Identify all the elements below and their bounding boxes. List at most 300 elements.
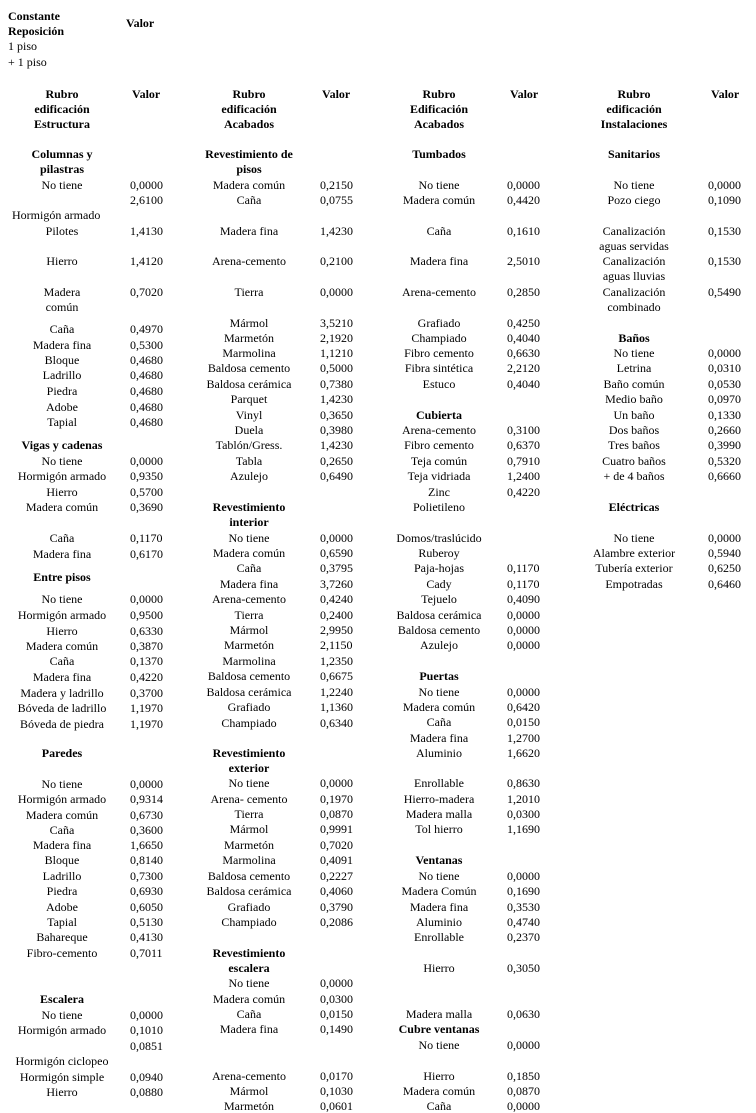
row-value: 0,4740 xyxy=(507,915,540,929)
row-value: 0,0000 xyxy=(507,623,540,637)
row-value: 0,0000 xyxy=(130,1008,163,1022)
constant-title: Constante xyxy=(8,9,61,23)
row-value: 0,9991 xyxy=(320,822,353,836)
row-value: 0,3700 xyxy=(130,686,163,700)
row-label: Hormigón armado xyxy=(17,1023,107,1037)
row-value: 0,0870 xyxy=(507,1084,540,1098)
row-label: Teja vidriada xyxy=(407,469,471,483)
row-label: Pilotes xyxy=(45,224,79,238)
row-value: 0,0000 xyxy=(507,1038,540,1052)
constant-line-2: + 1 piso xyxy=(8,55,47,69)
row-value: 1,1970 xyxy=(130,717,163,731)
section-heading: Cubre ventanas xyxy=(398,1022,480,1036)
row-value: 0,4680 xyxy=(130,353,163,367)
row-label: Mármol xyxy=(229,316,269,330)
row-label: Mármol xyxy=(229,822,269,836)
row-label: No tiene xyxy=(613,531,655,545)
row-value: 0,6460 xyxy=(708,577,741,591)
row-label: Hierro xyxy=(423,1069,455,1083)
row-label: Caña xyxy=(49,322,75,336)
row-label: Caña xyxy=(49,531,75,545)
row-label: Pozo ciego xyxy=(607,193,661,207)
row-label: Baldosa cemento xyxy=(207,361,291,375)
row-label: Madera común xyxy=(25,808,99,822)
row-value: 0,7011 xyxy=(130,946,163,960)
row-value: 0,4680 xyxy=(130,368,163,382)
row-label: Marmolina xyxy=(222,346,276,360)
row-label: Arena-cemento xyxy=(402,423,476,437)
row-label: Dos baños xyxy=(608,423,660,437)
row-label: Piedra xyxy=(46,884,78,898)
row-value: 0,2660 xyxy=(708,423,741,437)
row-value: 0,4040 xyxy=(507,377,540,391)
row-value: 1,1970 xyxy=(130,701,163,715)
row-label: Cuatro baños xyxy=(602,454,666,468)
row-label: Duela xyxy=(234,423,264,437)
row-value: 0,0000 xyxy=(320,976,353,990)
row-label: Un baño xyxy=(613,408,655,422)
row-label: Tubería exterior xyxy=(595,561,673,575)
row-label: Caña xyxy=(49,654,75,668)
row-value: 0,0000 xyxy=(130,178,163,192)
row-value: 0,1030 xyxy=(320,1084,353,1098)
row-value: 0,5700 xyxy=(130,485,163,499)
row-label: Empotradas xyxy=(605,577,663,591)
row-value: 0,1330 xyxy=(708,408,741,422)
row-label: Caña xyxy=(426,224,452,238)
row-label: No tiene xyxy=(41,454,83,468)
row-label: Arena-cemento xyxy=(212,254,286,268)
row-value: 1,1210 xyxy=(320,346,353,360)
row-value: 0,2850 xyxy=(507,285,540,299)
row-label: Madera malla xyxy=(405,807,473,821)
row-value: 0,7020 xyxy=(130,285,163,299)
section-heading: pilastras xyxy=(39,162,85,176)
row-value: 0,3100 xyxy=(507,423,540,437)
col4-header-3: Instalaciones xyxy=(600,117,668,131)
col2-header-3: Acabados xyxy=(223,117,275,131)
row-value: 0,2650 xyxy=(320,454,353,468)
col1-header-2: edificación xyxy=(34,102,90,116)
section-heading: Revestimiento xyxy=(212,500,286,514)
row-value: 0,3790 xyxy=(320,900,353,914)
row-label: Madera fina xyxy=(32,838,92,852)
row-label: Caña xyxy=(426,715,452,729)
col3-header-1: Rubro xyxy=(422,87,456,101)
row-label: Bóveda de ladrillo xyxy=(17,701,107,715)
row-label: Tabla xyxy=(235,454,263,468)
row-label: Estuco xyxy=(422,377,456,391)
row-label: Canalización xyxy=(602,224,666,238)
row-value: 0,1530 xyxy=(708,224,741,238)
row-label: Baldosa cerámica xyxy=(206,884,292,898)
constant-line-1: 1 piso xyxy=(8,39,38,53)
row-value: 1,2400 xyxy=(507,469,540,483)
row-label: Madera fina xyxy=(32,338,92,352)
section-heading: pisos xyxy=(236,162,262,176)
section-heading: Eléctricas xyxy=(608,500,660,514)
row-label: No tiene xyxy=(613,346,655,360)
row-value: 0,5940 xyxy=(708,546,741,560)
row-label: Madera fina xyxy=(219,1022,279,1036)
row-value: 0,6250 xyxy=(708,561,741,575)
row-label: Hierro xyxy=(46,624,78,638)
section-heading: Sanitarios xyxy=(607,147,661,161)
row-label: Caña xyxy=(426,1099,452,1113)
row-label: Tapial xyxy=(47,415,77,429)
row-value: 1,2700 xyxy=(507,731,540,745)
constant-valor-header: Valor xyxy=(126,16,155,30)
row-label: Tierra xyxy=(234,608,264,622)
row-label: Enrollable xyxy=(414,776,464,790)
row-value: 0,1490 xyxy=(320,1022,353,1036)
row-label: Grafiado xyxy=(227,700,271,714)
row-value: 1,4120 xyxy=(130,254,163,268)
row-label: Grafiado xyxy=(417,316,461,330)
section-heading: Escalera xyxy=(40,992,84,1006)
row-label: Baldosa cerámica xyxy=(206,377,292,391)
row-label: Arena-cemento xyxy=(212,1069,286,1083)
row-value: 0,2100 xyxy=(320,254,353,268)
section-heading: Puertas xyxy=(419,669,459,683)
row-value: 1,2240 xyxy=(320,685,353,699)
row-label: Marmetón xyxy=(224,638,274,652)
constant-title-2: Reposición xyxy=(8,24,65,38)
row-label: Madera fina xyxy=(32,670,92,684)
row-label: No tiene xyxy=(228,776,270,790)
row-value: 0,8630 xyxy=(507,776,540,790)
row-label: Zinc xyxy=(428,485,450,499)
row-label: No tiene xyxy=(418,178,460,192)
section-heading: interior xyxy=(229,515,269,529)
row-value: 0,4090 xyxy=(507,592,540,606)
row-label: Ruberoy xyxy=(418,546,460,560)
row-value: 0,7020 xyxy=(320,838,353,852)
row-label: Madera malla xyxy=(405,1007,473,1021)
row-label: Tapial xyxy=(47,915,77,929)
row-value: 0,4420 xyxy=(507,193,540,207)
col3-header-3: Acabados xyxy=(413,117,465,131)
row-label: Arena-cemento xyxy=(402,285,476,299)
row-label: Marmetón xyxy=(224,1099,274,1113)
col3-valor-header: Valor xyxy=(510,87,539,101)
col4-header-2: edificación xyxy=(606,102,662,116)
row-value: 1,4230 xyxy=(320,224,353,238)
section-heading: Cubierta xyxy=(416,408,462,422)
section-heading: Tumbados xyxy=(412,147,466,161)
row-label: Letrina xyxy=(616,361,652,375)
row-label: Madera común xyxy=(402,700,476,714)
row-value: 3,7260 xyxy=(320,577,353,591)
row-label: Baldosa cemento xyxy=(397,623,481,637)
row-value: 0,2150 xyxy=(320,178,353,192)
row-label: Caña xyxy=(236,1007,262,1021)
section-heading: escalera xyxy=(228,961,270,975)
row-value: 0,4220 xyxy=(130,670,163,684)
col2-header-2: edificación xyxy=(221,102,277,116)
row-value: 0,0300 xyxy=(320,992,353,1006)
row-label: Tierra xyxy=(234,285,264,299)
row-value: 0,1170 xyxy=(507,561,540,575)
row-value: 2,2120 xyxy=(507,361,540,375)
row-label: aguas lluvias xyxy=(602,269,666,283)
row-label: No tiene xyxy=(41,777,83,791)
row-label: No tiene xyxy=(228,976,270,990)
row-label: Vinyl xyxy=(235,408,263,422)
row-value: 0,9350 xyxy=(130,469,163,483)
row-label: Aluminio xyxy=(415,915,463,929)
row-value: 1,2350 xyxy=(320,654,353,668)
row-value: 0,2370 xyxy=(507,930,540,944)
row-value: 0,5300 xyxy=(130,338,163,352)
row-value: 0,3530 xyxy=(507,900,540,914)
row-label: Aluminio xyxy=(415,746,463,760)
row-value: 0,4680 xyxy=(130,384,163,398)
row-value: 0,6730 xyxy=(130,808,163,822)
row-value: 0,2086 xyxy=(320,915,353,929)
row-label: Baño común xyxy=(603,377,665,391)
row-value: 0,0000 xyxy=(507,1099,540,1113)
row-label: Baldosa cerámica xyxy=(206,685,292,699)
col1-header-3: Estructura xyxy=(34,117,90,131)
col2-header-1: Rubro xyxy=(232,87,266,101)
row-value: 0,5490 xyxy=(708,285,741,299)
col4-valor-header: Valor xyxy=(711,87,740,101)
section-heading: Vigas y cadenas xyxy=(21,438,103,452)
row-value: 0,7910 xyxy=(507,454,540,468)
row-value: 0,1170 xyxy=(130,531,163,545)
row-label: Madera fina xyxy=(32,547,92,561)
row-value: 0,4680 xyxy=(130,400,163,414)
row-label: Madera común xyxy=(25,639,99,653)
row-label: Madera común xyxy=(25,500,99,514)
row-label: común xyxy=(45,300,79,314)
row-value: 2,6100 xyxy=(130,193,163,207)
row-value: 0,0530 xyxy=(708,377,741,391)
row-label: Azulejo xyxy=(230,469,268,483)
row-value: 1,4230 xyxy=(320,392,353,406)
section-heading: Baños xyxy=(618,331,650,345)
row-label: Enrollable xyxy=(414,930,464,944)
row-value: 0,6420 xyxy=(507,700,540,714)
row-label: Fibra sintética xyxy=(404,361,474,375)
row-value: 0,3650 xyxy=(320,408,353,422)
row-value: 0,3795 xyxy=(320,561,353,575)
row-label: No tiene xyxy=(41,1008,83,1022)
row-value: 1,1690 xyxy=(507,822,540,836)
col4-header-1: Rubro xyxy=(617,87,651,101)
row-value: 0,3600 xyxy=(130,823,163,837)
row-label: Tres baños xyxy=(608,438,660,452)
row-value: 0,1610 xyxy=(507,224,540,238)
row-value: 0,1690 xyxy=(507,884,540,898)
row-label: aguas servidas xyxy=(599,239,669,253)
col3-header-2: Edificación xyxy=(409,102,469,116)
row-label: Marmolina xyxy=(222,853,276,867)
row-value: 0,6490 xyxy=(320,469,353,483)
row-label: Adobe xyxy=(46,900,78,914)
row-value: 0,0000 xyxy=(130,777,163,791)
row-label: Alambre exterior xyxy=(592,546,676,560)
row-value: 0,9314 xyxy=(130,792,163,806)
row-value: 0,1850 xyxy=(507,1069,540,1083)
row-value: 1,4230 xyxy=(320,438,353,452)
row-label: No tiene xyxy=(418,685,460,699)
row-value: 0,4240 xyxy=(320,592,353,606)
row-value: 2,1150 xyxy=(320,638,353,652)
row-label: Tejuelo xyxy=(421,592,457,606)
row-label: Madera fina xyxy=(219,224,279,238)
row-label: Piedra xyxy=(46,384,78,398)
row-label: Tol hierro xyxy=(415,822,463,836)
row-value: 0,6170 xyxy=(130,547,163,561)
row-value: 0,2400 xyxy=(320,608,353,622)
row-label: Mármol xyxy=(229,623,269,637)
row-value: 0,4060 xyxy=(320,884,353,898)
row-label: Hormigón armado xyxy=(17,792,107,806)
row-value: 0,0150 xyxy=(320,1007,353,1021)
row-value: 0,1170 xyxy=(507,577,540,591)
row-label: Champiado xyxy=(221,716,277,730)
row-value: 3,5210 xyxy=(320,316,353,330)
row-label: Bloque xyxy=(44,353,80,367)
row-label: Adobe xyxy=(46,400,78,414)
row-label: Hierro xyxy=(46,485,78,499)
row-label: No tiene xyxy=(41,178,83,192)
row-value: 0,2227 xyxy=(320,869,353,883)
row-value: 2,1920 xyxy=(320,331,353,345)
row-label: Hierro xyxy=(423,961,455,975)
row-label: Paja-hojas xyxy=(414,561,464,575)
row-value: 0,6675 xyxy=(320,669,353,683)
row-value: 0,6340 xyxy=(320,716,353,730)
row-value: 0,0150 xyxy=(507,715,540,729)
row-label: Arena- cemento xyxy=(210,792,288,806)
row-value: 0,0000 xyxy=(320,285,353,299)
row-label: Fibro-cemento xyxy=(26,946,98,960)
row-label: Canalización xyxy=(602,254,666,268)
row-label: Madera Común xyxy=(401,884,477,898)
row-value: 0,1010 xyxy=(130,1023,163,1037)
row-label: Caña xyxy=(236,561,262,575)
row-value: 0,0000 xyxy=(708,346,741,360)
row-label: Bóveda de piedra xyxy=(20,717,104,731)
row-value: 0,3690 xyxy=(130,500,163,514)
row-value: 0,4680 xyxy=(130,415,163,429)
row-label: Madera común xyxy=(402,1084,476,1098)
row-value: 0,5000 xyxy=(320,361,353,375)
row-label: Medio baño xyxy=(605,392,663,406)
row-label: Marmetón xyxy=(224,838,274,852)
row-label: Azulejo xyxy=(420,638,458,652)
row-label: Hormigón armado xyxy=(12,208,101,222)
row-label: Bloque xyxy=(44,853,80,867)
row-value: 0,3980 xyxy=(320,423,353,437)
row-label: Caña xyxy=(49,823,75,837)
row-label: Hierro xyxy=(46,254,78,268)
row-value: 0,0300 xyxy=(507,807,540,821)
row-label: Hierro-madera xyxy=(403,792,475,806)
row-value: 0,4091 xyxy=(320,853,353,867)
row-value: 0,0000 xyxy=(507,685,540,699)
col1-header-1: Rubro xyxy=(45,87,79,101)
row-label: Hormigón simple xyxy=(19,1070,105,1084)
row-label: Fibro cemento xyxy=(404,346,474,360)
row-value: 1,6620 xyxy=(507,746,540,760)
section-heading: exterior xyxy=(228,761,270,775)
row-label: Grafiado xyxy=(227,900,271,914)
row-value: 0,0000 xyxy=(708,178,741,192)
row-value: 0,7380 xyxy=(320,377,353,391)
row-label: + de 4 baños xyxy=(603,469,665,483)
row-value: 0,1530 xyxy=(708,254,741,268)
row-value: 0,0755 xyxy=(320,193,353,207)
row-value: 0,3990 xyxy=(708,438,741,452)
row-label: Madera xyxy=(43,285,81,299)
row-value: 1,1360 xyxy=(320,700,353,714)
row-label: Madera fina xyxy=(409,900,469,914)
row-label: Mármol xyxy=(229,1084,269,1098)
row-label: Champiado xyxy=(221,915,277,929)
row-label: Fibro cemento xyxy=(404,438,474,452)
row-value: 0,4970 xyxy=(130,322,163,336)
row-label: Tierra xyxy=(234,807,264,821)
row-value: 0,0601 xyxy=(320,1099,353,1113)
row-label: Madera fina xyxy=(219,577,279,591)
row-value: 0,4250 xyxy=(507,316,540,330)
row-label: Madera fina xyxy=(409,731,469,745)
row-label: Hierro xyxy=(46,1085,78,1099)
row-label: Champiado xyxy=(411,331,467,345)
row-value: 0,4130 xyxy=(130,930,163,944)
row-value: 0,0000 xyxy=(507,869,540,883)
row-value: 0,0880 xyxy=(130,1085,163,1099)
row-value: 0,7300 xyxy=(130,869,163,883)
row-value: 0,3870 xyxy=(130,639,163,653)
row-value: 0,0870 xyxy=(320,807,353,821)
row-label: No tiene xyxy=(418,1038,460,1052)
row-label: Ladrillo xyxy=(42,869,82,883)
section-heading: Revestimiento xyxy=(212,946,286,960)
section-heading: Revestimiento de xyxy=(205,147,293,161)
row-label: Polietileno xyxy=(413,500,465,514)
row-value: 0,0000 xyxy=(708,531,741,545)
section-heading: Columnas y xyxy=(31,147,93,161)
row-value: 0,3050 xyxy=(507,961,540,975)
row-label: No tiene xyxy=(418,869,460,883)
row-label: Madera común xyxy=(212,546,286,560)
row-label: Baldosa cemento xyxy=(207,669,291,683)
row-label: Marmetón xyxy=(224,331,274,345)
row-label: Domos/traslúcido xyxy=(396,531,482,545)
row-value: 1,2010 xyxy=(507,792,540,806)
section-heading: Ventanas xyxy=(415,853,463,867)
row-value: 0,0940 xyxy=(130,1070,163,1084)
row-label: No tiene xyxy=(41,592,83,606)
row-value: 0,6590 xyxy=(320,546,353,560)
row-value: 1,4130 xyxy=(130,224,163,238)
row-value: 0,0000 xyxy=(507,608,540,622)
row-value: 0,6930 xyxy=(130,884,163,898)
row-label: Marmolina xyxy=(222,654,276,668)
col2-valor-header: Valor xyxy=(322,87,351,101)
row-value: 0,6370 xyxy=(507,438,540,452)
row-value: 0,1370 xyxy=(130,654,163,668)
row-label: Hormigón armado xyxy=(17,608,107,622)
row-value: 0,0630 xyxy=(507,1007,540,1021)
row-value: 0,4220 xyxy=(507,485,540,499)
row-value: 0,5130 xyxy=(130,915,163,929)
